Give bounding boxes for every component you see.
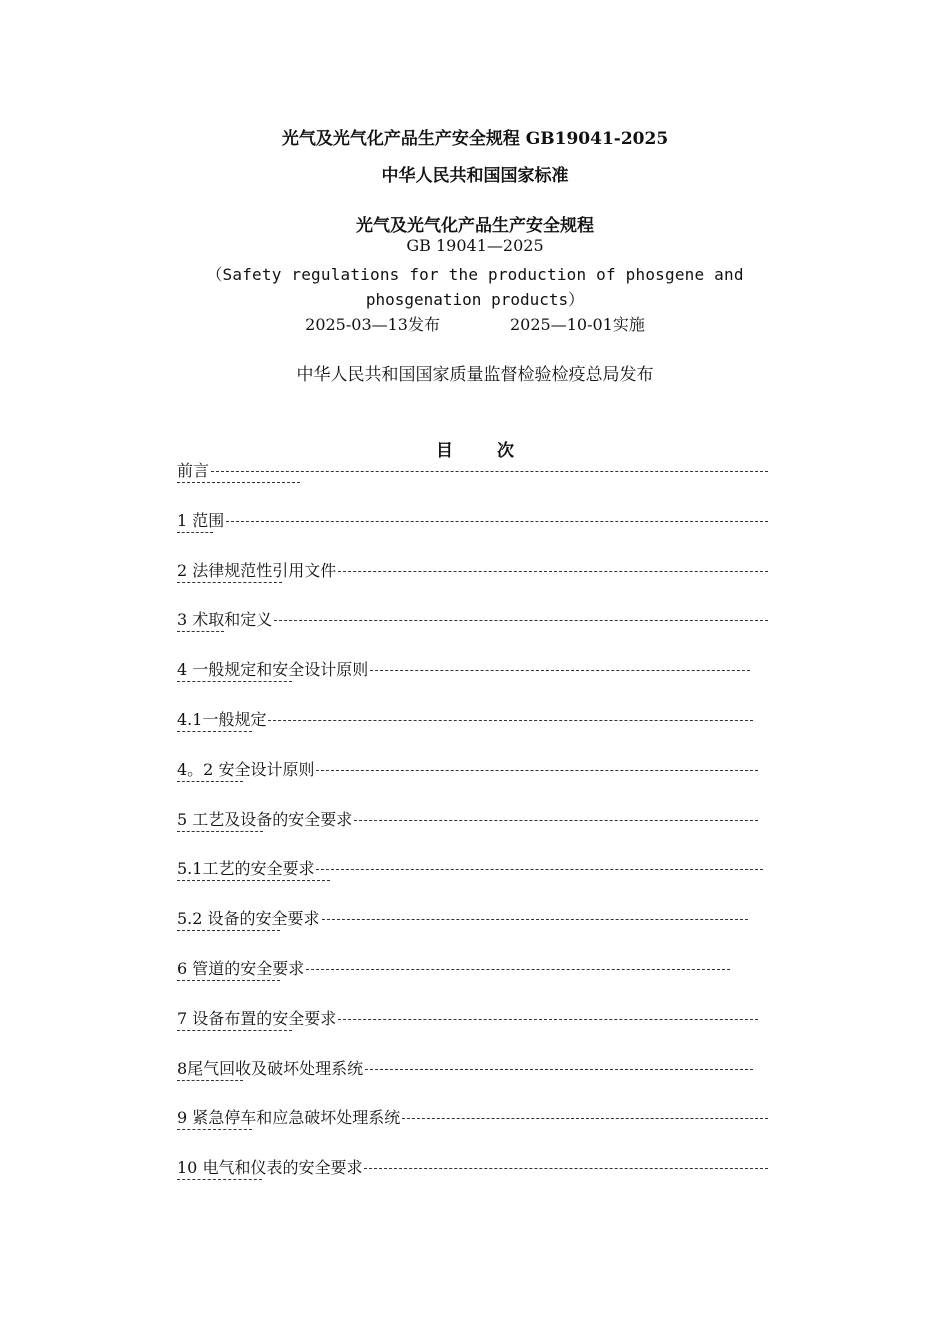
toc-entry-label: 5.2 设备的安全要求: [177, 909, 320, 929]
toc-leader-continuation: [177, 781, 243, 794]
toc-entry-label: 5.1工艺的安全要求: [177, 859, 315, 879]
toc-entry-label: 10 电气和仪表的安全要求: [177, 1158, 363, 1178]
toc-entry-line: [177, 1155, 768, 1181]
toc-leader-continuation: [177, 1030, 292, 1043]
toc-leader: [268, 720, 753, 721]
toc-title-left: 目: [436, 441, 453, 461]
toc-entry[interactable]: [177, 607, 777, 657]
toc-entry-label: 3 术取和定义: [177, 610, 273, 630]
toc-entry[interactable]: [177, 508, 777, 558]
toc-entry-label: 1 范围: [177, 510, 225, 530]
toc-entry-line: [177, 558, 768, 584]
toc-entry-label: 4.1一般规定: [177, 709, 267, 729]
toc-entry-label: 5 工艺及设备的安全要求: [177, 809, 353, 829]
document-title: 光气及光气化产品生产安全规程: [356, 216, 594, 236]
document-heading: 光气及光气化产品生产安全规程 GB19041-2025: [281, 129, 669, 149]
toc-leader: [364, 1168, 768, 1169]
toc-entry-label: 4 一般规定和安全设计原则: [177, 660, 369, 680]
toc-leader: [316, 770, 758, 771]
toc-entry[interactable]: [177, 1155, 777, 1205]
toc-leader: [338, 571, 768, 572]
toc-entry-label: 前言: [177, 461, 210, 480]
toc-leader-continuation: [177, 582, 282, 595]
toc-leader: [316, 869, 763, 870]
toc-entry[interactable]: [177, 1006, 777, 1056]
toc-entry-line: [177, 856, 763, 882]
toc-leader-continuation: [177, 930, 280, 943]
toc-entry[interactable]: [177, 657, 777, 707]
toc-entry[interactable]: [177, 956, 777, 1006]
toc-entry-label: 8尾气回收及破坏处理系统: [177, 1058, 364, 1078]
toc-entry[interactable]: [177, 707, 777, 757]
toc-entry-label: 6 管道的安全要求: [177, 958, 305, 978]
toc-entry-label: 7 设备布置的安全要求: [177, 1008, 337, 1028]
toc-entry-line: [177, 707, 753, 733]
toc-entry-line: [177, 657, 750, 683]
toc-entry-line: [177, 1056, 753, 1082]
publisher: 中华人民共和国国家质量监督检验检疫总局发布: [296, 365, 654, 385]
toc-entry-line: [177, 607, 768, 633]
toc-entry[interactable]: [177, 458, 777, 508]
toc-leader-continuation: [177, 1179, 262, 1192]
toc-entry-label: 4。2 安全设计原则: [177, 759, 315, 779]
toc-leader-continuation: [177, 880, 330, 893]
toc-leader-continuation: [177, 482, 300, 495]
toc-leader: [211, 471, 768, 472]
toc-leader: [370, 670, 750, 671]
toc-leader-continuation: [177, 532, 213, 545]
toc-leader-continuation: [177, 631, 224, 644]
toc-leader-continuation: [177, 831, 263, 844]
release-date: 2025-03—13发布: [305, 315, 440, 334]
toc-entry[interactable]: [177, 856, 777, 906]
toc-entry-line: [177, 1105, 768, 1131]
toc-leader-continuation: [177, 1129, 252, 1142]
dates-line: [0, 312, 950, 335]
toc-entry-label: 9 紧急停车和应急破坏处理系统: [177, 1108, 401, 1128]
toc-leader: [306, 969, 730, 970]
national-standard-label: 中华人民共和国国家标准: [381, 166, 569, 186]
toc-entry[interactable]: [177, 757, 777, 807]
toc-leader-continuation: [177, 731, 252, 744]
toc-entry[interactable]: [177, 807, 777, 857]
toc-leader: [365, 1069, 753, 1070]
toc-entry-line: [177, 757, 758, 783]
table-of-contents: [177, 458, 777, 1205]
toc-leader-continuation: [177, 681, 292, 694]
english-title-line-1: （Safety regulations for the production of phosgene and: [206, 265, 744, 284]
toc-leader: [338, 1019, 758, 1020]
toc-leader-continuation: [177, 980, 280, 993]
toc-entry[interactable]: [177, 1056, 777, 1106]
toc-entry[interactable]: [177, 558, 777, 608]
toc-entry-line: [177, 458, 768, 484]
toc-leader: [226, 521, 768, 522]
toc-entry[interactable]: [177, 1105, 777, 1155]
toc-entry-label: 2 法律规范性引用文件: [177, 560, 337, 580]
toc-title-right: 次: [497, 441, 514, 461]
toc-leader-continuation: [177, 1080, 243, 1093]
toc-entry-line: [177, 807, 758, 833]
english-title-line-2: phosgenation products）: [365, 290, 585, 309]
toc-leader: [274, 620, 768, 621]
toc-entry-line: [177, 508, 768, 534]
toc-entry[interactable]: [177, 906, 777, 956]
toc-leader: [322, 919, 748, 920]
toc-leader: [354, 820, 758, 821]
toc-leader: [402, 1118, 768, 1119]
toc-entry-line: [177, 1006, 758, 1032]
effective-date: 2025—10-01实施: [510, 315, 645, 334]
toc-entry-line: [177, 906, 748, 932]
toc-entry-line: [177, 956, 730, 982]
standard-code: GB 19041—2025: [406, 236, 544, 255]
